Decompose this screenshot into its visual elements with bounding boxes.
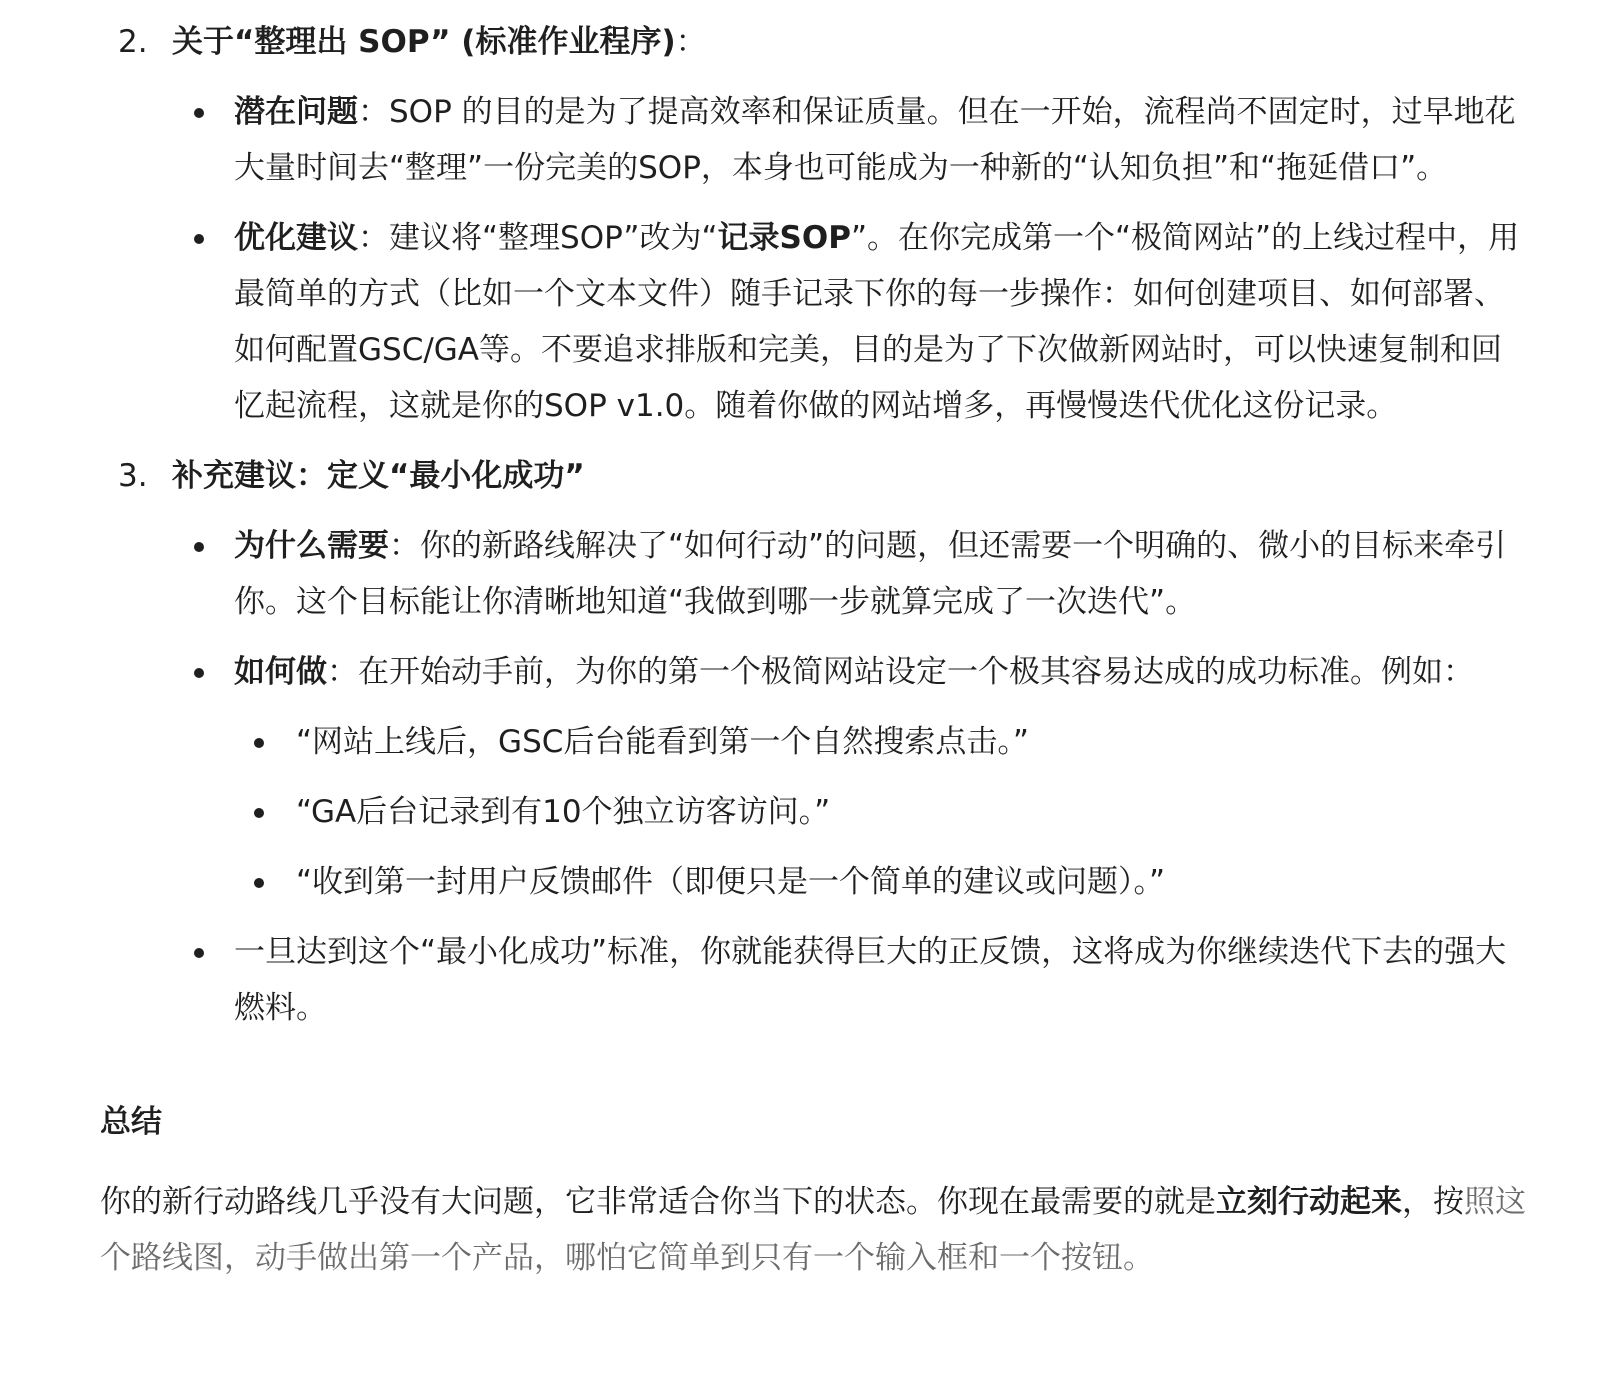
section-title: 关于“整理出 SOP” (标准作业程序)： [172, 24, 707, 60]
bullet-list [172, 84, 1530, 434]
bullet-text: 你的新路线解决了“如何行动”的问题，但还需要一个明确的、微小的目标来牵引你。这个目标能让你清晰地知道“我做到哪一步就算完成了一次迭代”。 [234, 528, 1507, 620]
bullet-text: SOP 的目的是为了提高效率和保证质量。但在一开始，流程尚不固定时，过早地花大量时间去“整理”一份完美的SOP，本身也可能成为一种新的“认知负担”和“拖延借口”。 [234, 94, 1516, 186]
bold-inline: 记录SOP [717, 220, 851, 256]
bullet-text: 建议将“整理SOP”改为“ [389, 220, 718, 256]
nested-bullet-item [234, 784, 1530, 840]
bullet-text: 在开始动手前，为你的第一个极简网站设定一个极其容易达成的成功标准。例如： [358, 654, 1474, 690]
bullet-item: 如何做：在开始动手前，为你的第一个极简网站设定一个极其容易达成的成功标准。例如： “网站上线后，GSC后台能看到第一个自然搜索点击。” “GA后台记录到有10个独立访客访问。” “收到第一封用户反馈邮件（即便只是一个简单的建议或问题）。” [172, 644, 1530, 910]
bullet-label: 为什么需要 [234, 528, 389, 564]
example-text: “GA后台记录到有10个独立访客访问。” [296, 794, 831, 830]
bullet-dot-icon [194, 108, 204, 118]
summary-heading: 总结 [100, 1104, 162, 1140]
nested-bullet-item [234, 854, 1530, 910]
bullet-dot-icon [194, 948, 204, 958]
bullet-item: 优化建议：建议将“整理SOP”改为“记录SOP”。在你完成第一个“极简网站”的上线过程中，用最简单的方式（比如一个文本文件）随手记录下你的每一步操作：如何创建项目、如何部署、如何配置GSC/GA等。不要追求排版和完美，目的是为了下次做新网站时，可以快速复制和回忆起流程，这就是你的SOP v1.0。随着你做的网站增多，再慢慢迭代优化这份记录。 [172, 210, 1530, 434]
example-text: “网站上线后，GSC后台能看到第一个自然搜索点击。” [296, 724, 1029, 760]
bullet-dot-icon [254, 738, 264, 748]
bullet-label: 如何做 [234, 654, 327, 690]
bullet-dot-icon [254, 878, 264, 888]
bullet-label: 潜在问题 [234, 94, 358, 130]
bullet-list [172, 518, 1530, 1036]
list-number: 2. [118, 24, 148, 60]
numbered-list [100, 14, 1530, 1036]
faded-text: 照这个路线图，动手做出第一个产品，哪怕它简单到只有一个输入框和一个按钮。 [100, 1184, 1526, 1276]
nested-bullet-item [234, 714, 1530, 770]
nested-bullet-list [234, 714, 1530, 910]
bullet-label: 优化建议 [234, 220, 358, 256]
example-text: “收到第一封用户反馈邮件（即便只是一个简单的建议或问题）。” [296, 864, 1166, 900]
bullet-item: 为什么需要：你的新路线解决了“如何行动”的问题，但还需要一个明确的、微小的目标来牵引你。这个目标能让你清晰地知道“我做到哪一步就算完成了一次迭代”。 [172, 518, 1530, 630]
document-body [100, 14, 1530, 1286]
bullet-dot-icon [254, 808, 264, 818]
bullet-text: ”。在你完成第一个“极简网站”的上线过程中，用最简单的方式（比如一个文本文件）随手记录下你的每一步操作：如何创建项目、如何部署、如何配置GSC/GA等。不要追求排版和完美，目的是为了下次做新网站时，可以快速复制和回忆起流程，这就是你的SOP v1.0。随着你做的网站增多，再慢慢迭代优化这份记录。 [234, 220, 1520, 424]
section-title: 补充建议：定义“最小化成功” [172, 458, 585, 494]
bold-inline: 立刻行动起来 [1216, 1184, 1402, 1220]
summary-paragraph: 你的新行动路线几乎没有大问题，它非常适合你当下的状态。你现在最需要的就是立刻行动起来，按照这个路线图，动手做出第一个产品，哪怕它简单到只有一个输入框和一个按钮。 [100, 1184, 1526, 1276]
list-item-section-3 [100, 448, 1530, 1036]
bullet-text: 一旦达到这个“最小化成功”标准，你就能获得巨大的正反馈，这将成为你继续迭代下去的强大燃料。 [234, 934, 1507, 1026]
bullet-dot-icon [194, 668, 204, 678]
bullet-dot-icon [194, 234, 204, 244]
bullet-item [172, 924, 1530, 1036]
bullet-item: 潜在问题：SOP 的目的是为了提高效率和保证质量。但在一开始，流程尚不固定时，过早地花大量时间去“整理”一份完美的SOP，本身也可能成为一种新的“认知负担”和“拖延借口”。 [172, 84, 1530, 196]
list-number: 3. [118, 458, 148, 494]
list-item-section-2 [100, 14, 1530, 434]
bullet-dot-icon [194, 542, 204, 552]
